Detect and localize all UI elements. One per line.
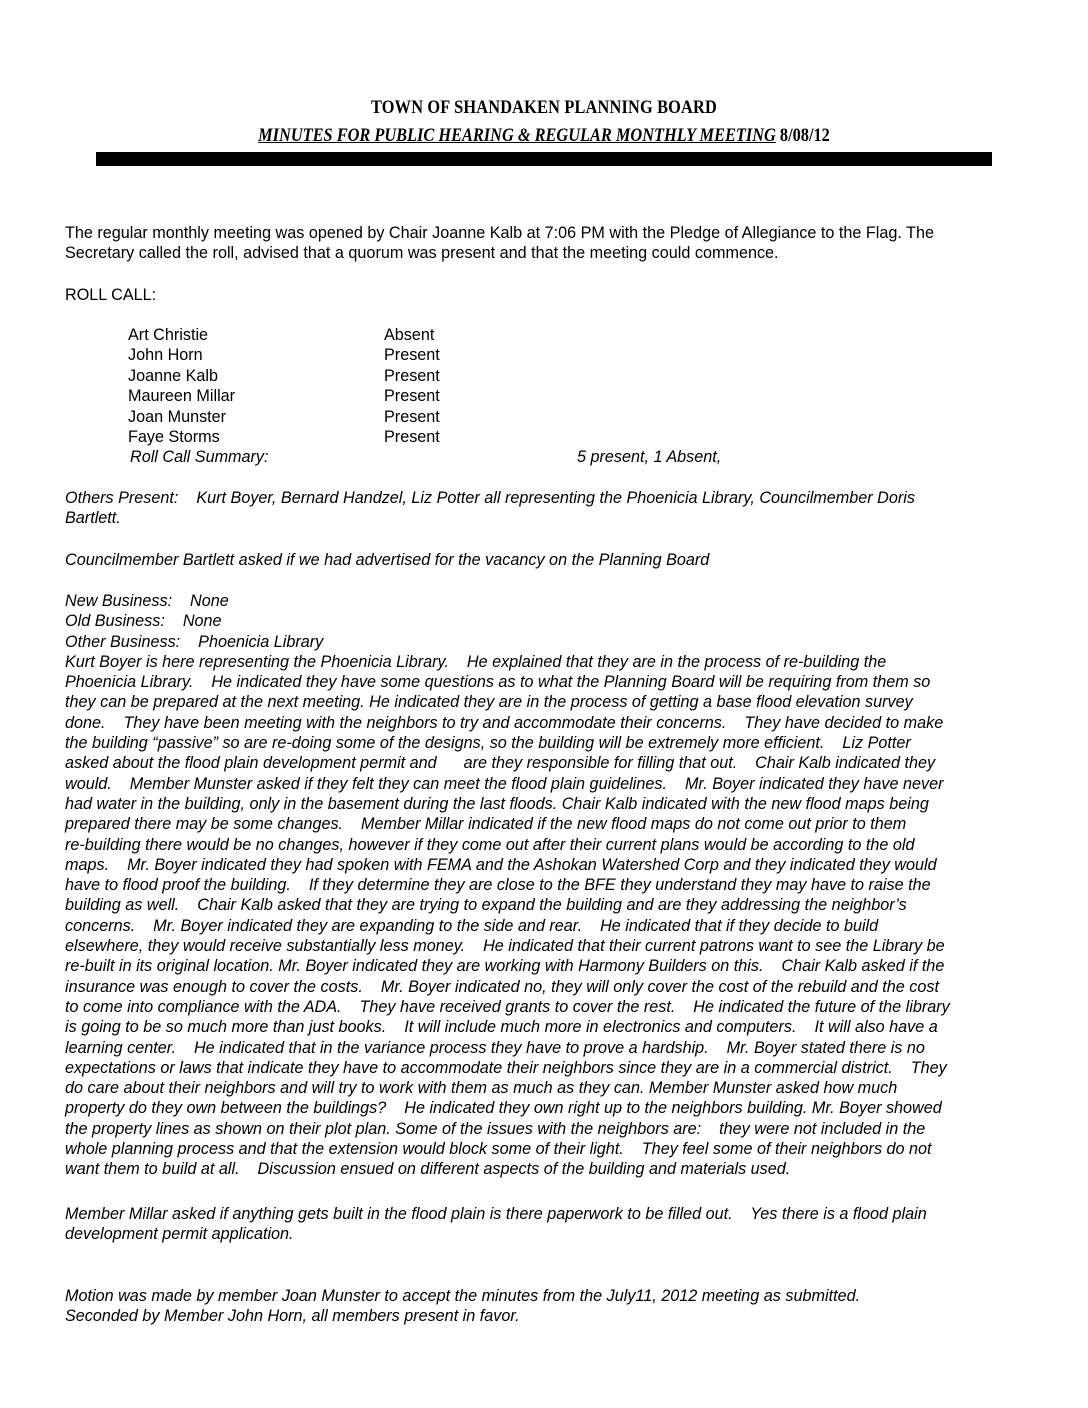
meeting-date: 8/08/12 — [779, 125, 830, 146]
roll-call-member-name: John Horn — [128, 346, 203, 364]
roll-call-member-status: Present — [384, 428, 440, 446]
roll-call-summary-label: Roll Call Summary: — [130, 448, 269, 466]
bartlett-note: Councilmember Bartlett asked if we had advertised for the vacancy on the Planning Board — [65, 551, 710, 569]
roll-call-member-name: Maureen Millar — [128, 387, 236, 405]
roll-call-member-name: Joan Munster — [128, 408, 227, 426]
business-section: New Business: None Old Business: None Other Business: Phoenicia Library Kurt Boyer is here representing the Phoenicia Library. He explained that they are in the process of re-building the Phoenicia Library. He indicated they have some questions as to what the Planning Board will be requiring from them so they can be prepared at the next meeting. He indicated they are in the process of getting a base flood elevation survey done. They have been meeting with the neighbors to try and accommodate their concerns. They have decided to make the building “passive” so are re-doing some of the designs, so the building will be extremely more efficient. Liz Potter asked about the flood plain development permit and are they responsible for filling that out. Chair Kalb indicated they would. Member Munster asked if they felt they can meet the flood plain guidelines. Mr. Boyer indicated they have never had water in the building, only in the basement during the last floods. Chair Kalb indicated with the new flood maps being prepared there may be some changes. Member Millar indicated if the new flood maps do not come out prior to them re-building there would be no changes, however if they come out after their current plans would be according to the old maps. Mr. Boyer indicated they had spoken with FEMA and the Ashokan Watershed Corp and they indicated they would have to flood proof the building. If they determine they are close to the BFE they understand they may have to raise the building as well. Chair Kalb asked that they are trying to expand the building and are they addressing the neighbor’s concerns. Mr. Boyer indicated they are expanding to the side and rear. He indicated that if they decide to build elsewhere, they would receive substantially less money. He indicated that their current patrons want to see the Library be re-built in its original location. Mr. Boyer indicated they are working with Harmony Builders on this. Chair Kalb asked if the insurance was enough to cover the costs. Mr. Boyer indicated no, they will only cover the cost of the rebuild and the cost to come into compliance with the ADA. They have received grants to cover the rest. He indicated the future of the library is going to be so much more than just books. It will include much more in electronics and computers. It will also have a learning center. He indicated that in the variance process they have to prove a hardship. Mr. Boyer stated there is no expectations or laws that indicate they have to accommodate their neighbors since they are in a commercial district. They do care about their neighbors and will try to work with them as much as they can. Member Munster asked how much property do they own between the buildings? He indicated they own right up to the neighbors building. Mr. Boyer showed the property lines as shown on their plot plan. Some of the issues with the neighbors are: they were not included in the whole planning process and that the extension would block some of their light. They feel some of their neighbors do not want them to build at all. Discussion ensued on different aspects of the building and materials used. — [65, 592, 950, 1179]
roll-call-member-status: Present — [384, 408, 440, 426]
roll-call-member-status: Absent — [384, 326, 435, 344]
motion-paragraph: Motion was made by member Joan Munster to accept the minutes from the July11, 2012 meeting as submitted. Seconded by Member John Horn, all members present in favor. — [65, 1287, 861, 1326]
roll-call-member-status: Present — [384, 346, 440, 364]
document-subtitle — [76, 125, 1012, 147]
roll-call-heading: ROLL CALL: — [65, 286, 157, 304]
roll-call-member-name: Joanne Kalb — [128, 367, 219, 385]
document-title: TOWN OF SHANDAKEN PLANNING BOARD — [371, 97, 717, 118]
roll-call-summary-value: 5 present, 1 Absent, — [577, 448, 722, 466]
roll-call-member-status: Present — [384, 367, 440, 385]
intro-paragraph: The regular monthly meeting was opened by Chair Joanne Kalb at 7:06 PM with the Pledge of Allegiance to the Flag. The Secretary called the roll, advised that a quorum was present and that the meeting could commence. — [65, 224, 934, 263]
header-rule — [96, 152, 992, 166]
roll-call-member-status: Present — [384, 387, 440, 405]
others-present-paragraph: Others Present: Kurt Boyer, Bernard Handzel, Liz Potter all representing the Phoenicia Library, Councilmember Doris Bartlett. — [65, 489, 915, 528]
roll-call-member-name: Faye Storms — [128, 428, 220, 446]
millar-note: Member Millar asked if anything gets built in the flood plain is there paperwork to be filled out. Yes there is a flood plain development permit application. — [65, 1205, 927, 1244]
roll-call-member-name: Art Christie — [128, 326, 209, 344]
subtitle-main: MINUTES FOR PUBLIC HEARING & REGULAR MONTHLY MEETING — [258, 125, 776, 146]
